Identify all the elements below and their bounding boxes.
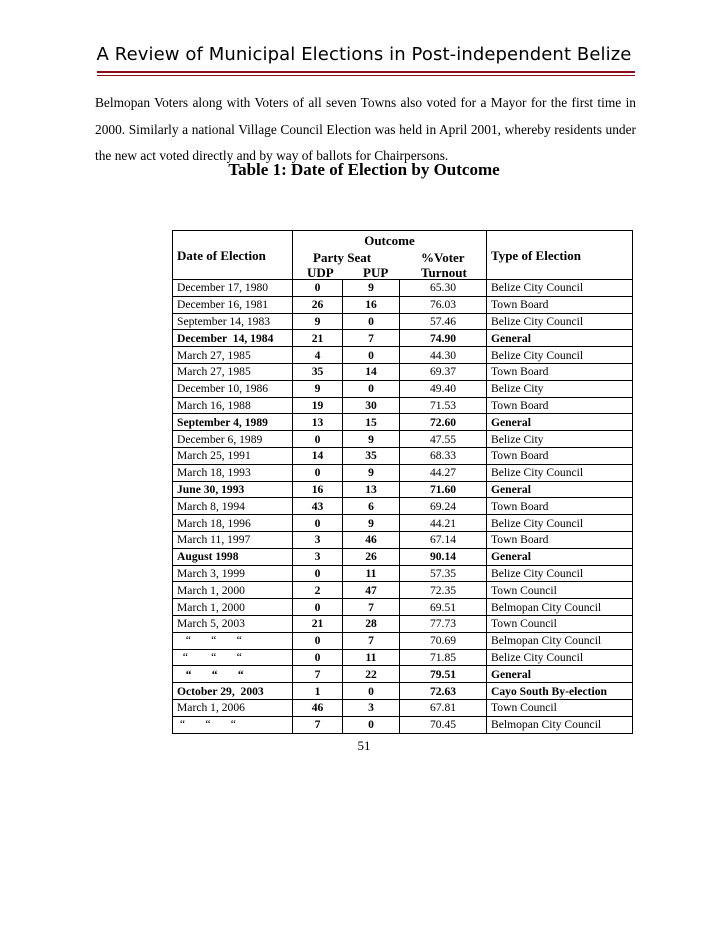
cell-voter-turnout: 70.69 <box>400 632 487 649</box>
header-rule-thin <box>97 75 635 76</box>
cell-date: June 30, 1993 <box>173 481 293 498</box>
cell-udp-seats: 19 <box>293 397 343 414</box>
cell-udp-seats: 9 <box>293 313 343 330</box>
cell-voter-turnout: 67.14 <box>400 531 487 548</box>
cell-pup-seats: 0 <box>343 347 400 364</box>
header-type-of-election: Type of Election <box>487 231 633 280</box>
cell-election-type: Belize City <box>487 431 633 448</box>
table-row <box>173 615 633 632</box>
cell-date: March 27, 1985 <box>173 363 293 380</box>
table-row <box>173 515 633 532</box>
cell-udp-seats: 43 <box>293 498 343 515</box>
table-row <box>173 414 633 431</box>
cell-pup-seats: 15 <box>343 414 400 431</box>
cell-date: March 3, 1999 <box>173 565 293 582</box>
cell-udp-seats: 0 <box>293 515 343 532</box>
cell-pup-seats: 16 <box>343 296 400 313</box>
cell-voter-turnout: 69.37 <box>400 363 487 380</box>
cell-election-type: Belize City Council <box>487 649 633 666</box>
cell-pup-seats: 6 <box>343 498 400 515</box>
header-voter: %Voter <box>421 250 465 265</box>
cell-date: March 1, 2000 <box>173 599 293 616</box>
cell-udp-seats: 0 <box>293 431 343 448</box>
cell-date: September 4, 1989 <box>173 414 293 431</box>
cell-pup-seats: 26 <box>343 548 400 565</box>
cell-date: December 16, 1981 <box>173 296 293 313</box>
table-row <box>173 683 633 700</box>
cell-election-type: Town Council <box>487 582 633 599</box>
cell-voter-turnout: 71.85 <box>400 649 487 666</box>
table-row <box>173 347 633 364</box>
table-body <box>173 280 633 734</box>
cell-udp-seats: 14 <box>293 447 343 464</box>
cell-date: March 16, 1988 <box>173 397 293 414</box>
table-header-row <box>173 231 633 280</box>
cell-date: March 8, 1994 <box>173 498 293 515</box>
table-row <box>173 599 633 616</box>
cell-udp-seats: 0 <box>293 464 343 481</box>
cell-udp-seats: 0 <box>293 599 343 616</box>
page-number: 51 <box>357 738 371 753</box>
table-row <box>173 716 633 733</box>
table-row <box>173 498 633 515</box>
cell-election-type: Belize City Council <box>487 313 633 330</box>
header-outcome <box>293 231 487 280</box>
cell-date: December 17, 1980 <box>173 280 293 297</box>
table-row <box>173 397 633 414</box>
table-row <box>173 313 633 330</box>
cell-date: “ “ “ <box>173 716 293 733</box>
cell-date: March 18, 1993 <box>173 464 293 481</box>
table-row <box>173 431 633 448</box>
header-turnout: Turnout <box>421 265 467 280</box>
cell-election-type: Town Board <box>487 296 633 313</box>
table-row <box>173 531 633 548</box>
table-row <box>173 380 633 397</box>
cell-udp-seats: 4 <box>293 347 343 364</box>
cell-voter-turnout: 77.73 <box>400 615 487 632</box>
cell-election-type: Belmopan City Council <box>487 599 633 616</box>
cell-voter-turnout: 68.33 <box>400 447 487 464</box>
cell-election-type: Town Council <box>487 615 633 632</box>
cell-voter-turnout: 47.55 <box>400 431 487 448</box>
cell-date: December 14, 1984 <box>173 330 293 347</box>
cell-pup-seats: 7 <box>343 599 400 616</box>
cell-voter-turnout: 44.27 <box>400 464 487 481</box>
cell-udp-seats: 16 <box>293 481 343 498</box>
header-rule <box>97 71 635 73</box>
cell-election-type: General <box>487 414 633 431</box>
cell-udp-seats: 0 <box>293 565 343 582</box>
cell-election-type: Belize City Council <box>487 515 633 532</box>
cell-voter-turnout: 57.46 <box>400 313 487 330</box>
table-row <box>173 565 633 582</box>
cell-pup-seats: 7 <box>343 632 400 649</box>
header-party-seat: Party Seat <box>313 250 372 265</box>
cell-udp-seats: 0 <box>293 649 343 666</box>
cell-election-type: Town Board <box>487 447 633 464</box>
cell-election-type: General <box>487 548 633 565</box>
cell-pup-seats: 0 <box>343 683 400 700</box>
cell-voter-turnout: 72.35 <box>400 582 487 599</box>
cell-pup-seats: 0 <box>343 380 400 397</box>
cell-pup-seats: 35 <box>343 447 400 464</box>
body-paragraph: Belmopan Voters along with Voters of all seven Towns also voted for a Mayor for the first time in 2000. Similarly a national Village Council Election was held in April 2001, whereby residents under the new act voted directly and by way of ballots for Chairpersons. <box>95 95 636 163</box>
cell-election-type: Belmopan City Council <box>487 632 633 649</box>
table-row <box>173 296 633 313</box>
cell-election-type: Town Board <box>487 363 633 380</box>
cell-date: December 6, 1989 <box>173 431 293 448</box>
cell-election-type: General <box>487 666 633 683</box>
cell-date: December 10, 1986 <box>173 380 293 397</box>
cell-date: March 1, 2006 <box>173 699 293 716</box>
cell-voter-turnout: 79.51 <box>400 666 487 683</box>
cell-udp-seats: 7 <box>293 666 343 683</box>
cell-election-type: Belize City Council <box>487 280 633 297</box>
cell-date: March 27, 1985 <box>173 347 293 364</box>
cell-election-type: Belize City Council <box>487 464 633 481</box>
cell-voter-turnout: 72.60 <box>400 414 487 431</box>
cell-pup-seats: 46 <box>343 531 400 548</box>
table-row <box>173 481 633 498</box>
cell-voter-turnout: 76.03 <box>400 296 487 313</box>
cell-election-type: Town Board <box>487 531 633 548</box>
cell-voter-turnout: 74.90 <box>400 330 487 347</box>
cell-date: March 1, 2000 <box>173 582 293 599</box>
cell-pup-seats: 28 <box>343 615 400 632</box>
cell-udp-seats: 3 <box>293 548 343 565</box>
cell-date: “ “ “ <box>173 649 293 666</box>
cell-udp-seats: 1 <box>293 683 343 700</box>
cell-pup-seats: 30 <box>343 397 400 414</box>
cell-udp-seats: 2 <box>293 582 343 599</box>
cell-udp-seats: 13 <box>293 414 343 431</box>
cell-election-type: General <box>487 481 633 498</box>
header-pup: PUP <box>363 265 389 280</box>
elections-table <box>172 230 633 734</box>
cell-pup-seats: 3 <box>343 699 400 716</box>
cell-date: September 14, 1983 <box>173 313 293 330</box>
header-udp: UDP <box>307 265 334 280</box>
cell-pup-seats: 9 <box>343 431 400 448</box>
cell-voter-turnout: 69.24 <box>400 498 487 515</box>
running-head: A Review of Municipal Elections in Post-independent Belize <box>96 44 632 65</box>
cell-election-type: Belmopan City Council <box>487 716 633 733</box>
cell-date: October 29, 2003 <box>173 683 293 700</box>
cell-date: “ “ “ <box>173 632 293 649</box>
table-row <box>173 363 633 380</box>
cell-pup-seats: 9 <box>343 280 400 297</box>
cell-voter-turnout: 71.60 <box>400 481 487 498</box>
cell-voter-turnout: 65.30 <box>400 280 487 297</box>
cell-voter-turnout: 71.53 <box>400 397 487 414</box>
table-row <box>173 649 633 666</box>
cell-election-type: Belize City <box>487 380 633 397</box>
cell-udp-seats: 21 <box>293 330 343 347</box>
table-title: Table 1: Date of Election by Outcome <box>228 160 500 179</box>
cell-voter-turnout: 67.81 <box>400 699 487 716</box>
cell-udp-seats: 26 <box>293 296 343 313</box>
cell-voter-turnout: 69.51 <box>400 599 487 616</box>
table-row <box>173 582 633 599</box>
header-outcome-label: Outcome <box>364 233 415 248</box>
cell-date: August 1998 <box>173 548 293 565</box>
cell-election-type: Cayo South By-election <box>487 683 633 700</box>
cell-voter-turnout: 49.40 <box>400 380 487 397</box>
table-row <box>173 280 633 297</box>
cell-udp-seats: 0 <box>293 632 343 649</box>
cell-udp-seats: 9 <box>293 380 343 397</box>
cell-election-type: Town Board <box>487 498 633 515</box>
table-row <box>173 464 633 481</box>
cell-pup-seats: 47 <box>343 582 400 599</box>
cell-voter-turnout: 70.45 <box>400 716 487 733</box>
cell-pup-seats: 11 <box>343 649 400 666</box>
cell-pup-seats: 9 <box>343 515 400 532</box>
cell-voter-turnout: 72.63 <box>400 683 487 700</box>
table-row <box>173 699 633 716</box>
table-row <box>173 330 633 347</box>
cell-election-type: Town Board <box>487 397 633 414</box>
cell-election-type: Town Council <box>487 699 633 716</box>
cell-date: March 25, 1991 <box>173 447 293 464</box>
cell-voter-turnout: 57.35 <box>400 565 487 582</box>
cell-voter-turnout: 90.14 <box>400 548 487 565</box>
table-row <box>173 632 633 649</box>
table-row <box>173 666 633 683</box>
cell-voter-turnout: 44.21 <box>400 515 487 532</box>
cell-pup-seats: 22 <box>343 666 400 683</box>
cell-udp-seats: 0 <box>293 280 343 297</box>
cell-date: March 5, 2003 <box>173 615 293 632</box>
cell-pup-seats: 13 <box>343 481 400 498</box>
cell-pup-seats: 7 <box>343 330 400 347</box>
cell-date: March 18, 1996 <box>173 515 293 532</box>
cell-pup-seats: 11 <box>343 565 400 582</box>
cell-udp-seats: 35 <box>293 363 343 380</box>
cell-udp-seats: 46 <box>293 699 343 716</box>
cell-election-type: Belize City Council <box>487 347 633 364</box>
cell-udp-seats: 3 <box>293 531 343 548</box>
cell-pup-seats: 0 <box>343 313 400 330</box>
header-date-of-election: Date of Election <box>173 231 293 280</box>
table-row <box>173 447 633 464</box>
cell-pup-seats: 0 <box>343 716 400 733</box>
cell-election-type: Belize City Council <box>487 565 633 582</box>
cell-udp-seats: 7 <box>293 716 343 733</box>
cell-voter-turnout: 44.30 <box>400 347 487 364</box>
cell-date: “ “ “ <box>173 666 293 683</box>
cell-pup-seats: 9 <box>343 464 400 481</box>
table-row <box>173 548 633 565</box>
cell-election-type: General <box>487 330 633 347</box>
cell-pup-seats: 14 <box>343 363 400 380</box>
cell-date: March 11, 1997 <box>173 531 293 548</box>
cell-udp-seats: 21 <box>293 615 343 632</box>
